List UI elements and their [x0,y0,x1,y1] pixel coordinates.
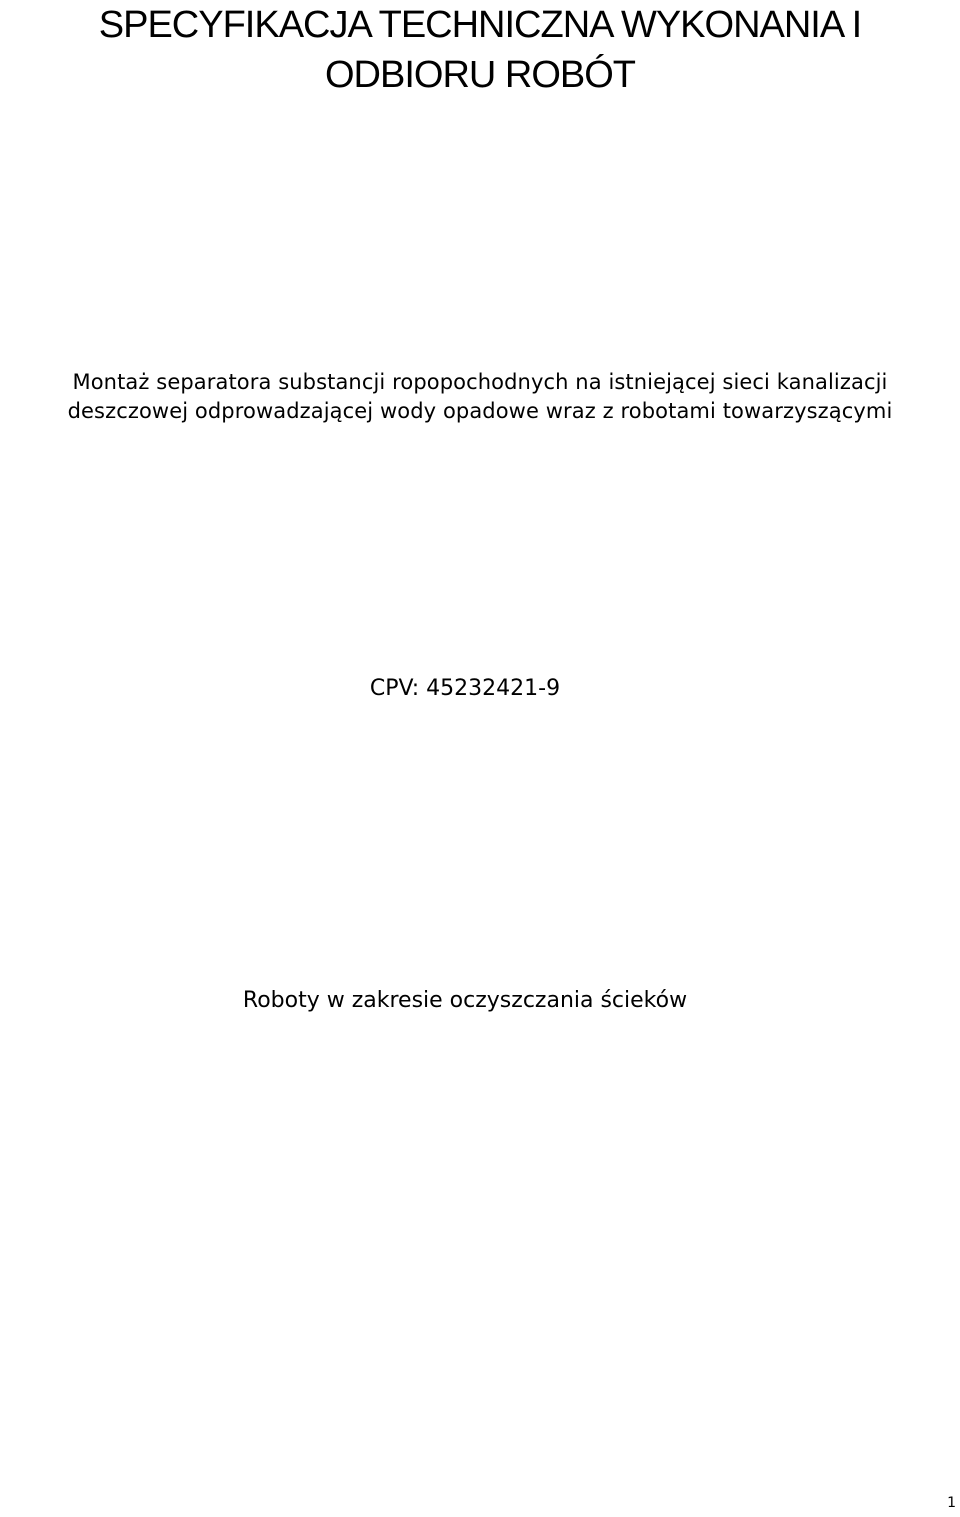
cpv-code: CPV: 45232421-9 [369,676,561,701]
document-subject-line-2: deszczowej odprowadzającej wody opadowe wraz z robotami towarzyszącymi [67,399,893,423]
document-title-line-2: ODBIORU ROBÓT [324,54,636,96]
document-subject [0,368,960,426]
document-subject-line-1: Montaż separatora substancji ropopochodnych na istniejącej sieci kanalizacji [72,370,888,394]
document-title-line-1: SPECYFIKACJA TECHNICZNA WYKONANIA I [98,4,862,46]
works-scope: Roboty w zakresie oczyszczania ścieków [242,988,688,1013]
document-title [0,0,960,100]
page-number: 1 [947,1495,956,1511]
